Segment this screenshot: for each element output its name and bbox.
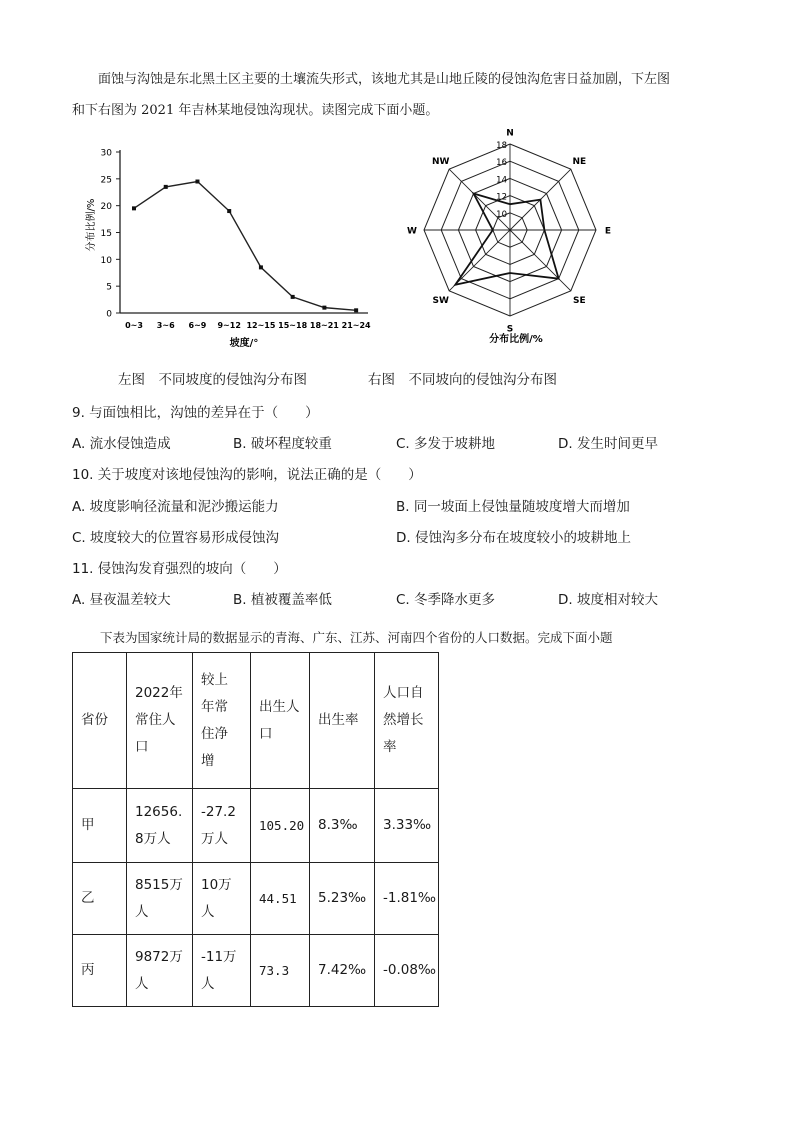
y-tick-label: 25 xyxy=(100,175,112,186)
cell-text-line: 省份 xyxy=(81,712,108,728)
table-cell xyxy=(193,935,251,1007)
cell-text-line: 7.42‰ xyxy=(318,962,367,978)
cell-text-line: 8515万 xyxy=(135,876,183,893)
table-cell xyxy=(310,789,375,863)
header-cell xyxy=(310,653,375,789)
cell-text-line: 8万人 xyxy=(135,830,171,847)
y-tick-label: 0 xyxy=(106,309,112,320)
question-11-option-d[interactable]: D. 坡度相对较大 xyxy=(558,592,658,608)
table-cell xyxy=(375,789,439,863)
table-header-row xyxy=(73,653,439,789)
header-cell xyxy=(73,653,127,789)
cell-text-line: 乙 xyxy=(81,890,95,906)
caption-left: 左图 不同坡度的侵蚀沟分布图 xyxy=(118,372,307,388)
cell-text-line: 44.51 xyxy=(259,891,297,906)
radar-direction-label: NW xyxy=(431,157,450,168)
question-10-option-a[interactable]: A. 坡度影响径流量和泥沙搬运能力 xyxy=(72,499,279,515)
cell-text-line: 率 xyxy=(383,739,397,755)
cell-text-line: 年常 xyxy=(201,698,228,715)
cell-text-line: 2022年 xyxy=(135,685,183,701)
x-tick-label: 0~3 xyxy=(125,321,143,330)
question-10-option-c[interactable]: C. 坡度较大的位置容易形成侵蚀沟 xyxy=(72,530,280,546)
cell-text-line: 万人 xyxy=(201,830,228,847)
table-cell xyxy=(193,863,251,935)
cell-text-line: -27.2 xyxy=(201,803,236,820)
x-axis-label: 坡度/° xyxy=(229,338,259,349)
cell-text-line: 住净 xyxy=(201,725,228,742)
cell-text-line: 较上 xyxy=(201,671,228,688)
radar-direction-label: N xyxy=(506,128,514,139)
y-tick-label: 30 xyxy=(100,148,112,159)
cell-text-line: 10万 xyxy=(201,876,232,893)
y-tick-label: 5 xyxy=(106,282,112,293)
table-cell xyxy=(127,789,193,863)
header-cell xyxy=(127,653,193,789)
radar-tick-label: 16 xyxy=(496,158,507,169)
y-axis-label: 分布比例/% xyxy=(86,198,97,252)
series-polygon xyxy=(455,194,558,285)
question-9-stem: 9. 与面蚀相比，沟蚀的差异在于（ ） xyxy=(72,405,319,421)
radar-axis-label: 分布比例/% xyxy=(489,334,543,345)
x-tick-label: 3~6 xyxy=(156,321,175,330)
radar-direction-label: SW xyxy=(432,295,449,306)
province-cell xyxy=(73,789,127,863)
y-tick-label: 20 xyxy=(100,202,112,213)
table-cell xyxy=(310,935,375,1007)
table-cell xyxy=(375,935,439,1007)
cell-text-line: 丙 xyxy=(81,962,95,978)
table-cell xyxy=(251,863,310,935)
table-cell xyxy=(127,935,193,1007)
data-point xyxy=(164,185,168,189)
cell-text-line: 73.3 xyxy=(259,963,290,978)
radar-direction-label: E xyxy=(604,226,612,237)
cell-text-line: 人口自 xyxy=(383,685,424,701)
table-cell xyxy=(310,863,375,935)
header-cell xyxy=(251,653,310,789)
cell-text-line: 口 xyxy=(259,725,273,742)
x-tick-label: 12~15 xyxy=(246,321,276,330)
cell-text-line: 3.33‰ xyxy=(383,817,432,833)
data-point xyxy=(259,265,263,269)
intro-paragraph xyxy=(72,64,732,126)
radar-direction-label: NE xyxy=(572,157,587,168)
cell-text-line: -0.08‰ xyxy=(383,962,437,978)
cell-text-line: 增 xyxy=(201,752,215,769)
data-point xyxy=(291,295,295,299)
y-tick-label: 15 xyxy=(100,229,112,239)
radar-direction-label: SE xyxy=(572,295,586,306)
series-line xyxy=(134,182,356,311)
question-11-stem: 11. 侵蚀沟发育强烈的坡向（ ） xyxy=(72,561,287,577)
province-cell xyxy=(73,863,127,935)
cell-text-line: 5.23‰ xyxy=(318,890,367,906)
aspect-radar-chart xyxy=(392,128,622,350)
table-cell xyxy=(193,789,251,863)
table-row xyxy=(73,789,439,863)
question-11-option-a[interactable]: A. 昼夜温差较大 xyxy=(72,592,171,608)
intro-line-2: 和下右图为 2021 年吉林某地侵蚀沟现状。读图完成下面小题。 xyxy=(72,103,439,118)
data-point xyxy=(195,180,199,184)
cell-text-line: 8.3‰ xyxy=(318,817,358,833)
y-tick-label: 10 xyxy=(100,255,112,266)
cell-text-line: 甲 xyxy=(81,817,95,833)
cell-text-line: -11万 xyxy=(201,948,237,965)
question-9-option-a[interactable]: A. 流水侵蚀造成 xyxy=(72,436,171,452)
data-point xyxy=(354,308,358,312)
question-10-option-d[interactable]: D. 侵蚀沟多分布在坡度较小的坡耕地上 xyxy=(396,530,631,546)
x-tick-label: 18~21 xyxy=(309,321,339,330)
cell-text-line: 常住人 xyxy=(135,712,176,728)
question-9-option-c[interactable]: C. 多发于坡耕地 xyxy=(396,436,496,452)
radar-direction-label: S xyxy=(506,324,514,335)
radar-tick-label: 14 xyxy=(496,175,507,186)
cell-text-line: 人 xyxy=(201,903,215,920)
question-10-stem: 10. 关于坡度对该地侵蚀沟的影响，说法正确的是（ ） xyxy=(72,467,422,483)
cell-text-line: 12656. xyxy=(135,803,183,820)
x-tick-label: 21~24 xyxy=(341,321,371,330)
cell-text-line: 人 xyxy=(135,903,149,920)
question-9-option-b[interactable]: B. 破坏程度较重 xyxy=(233,436,332,452)
question-10-option-b[interactable]: B. 同一坡面上侵蚀量随坡度增大而增加 xyxy=(396,499,630,515)
radar-tick-label: 12 xyxy=(496,192,507,203)
cell-text-line: 然增长 xyxy=(383,712,424,728)
table-row xyxy=(73,935,439,1007)
table-cell xyxy=(251,935,310,1007)
x-tick-label: 6~9 xyxy=(188,321,207,330)
province-cell xyxy=(73,935,127,1007)
x-tick-label: 9~12 xyxy=(217,321,241,330)
cell-text-line: 人 xyxy=(201,975,215,992)
cell-text-line: -1.81‰ xyxy=(383,890,437,906)
table-cell xyxy=(251,789,310,863)
cell-text-line: 出生率 xyxy=(318,712,359,728)
cell-text-line: 口 xyxy=(135,739,149,755)
cell-text-line: 9872万 xyxy=(135,948,183,965)
slope-line-chart xyxy=(78,140,378,358)
table-row xyxy=(73,863,439,935)
x-tick-label: 15~18 xyxy=(278,321,308,330)
header-cell xyxy=(193,653,251,789)
cell-text-line: 105.20 xyxy=(259,818,305,833)
data-point xyxy=(227,209,231,213)
question-9-option-d[interactable]: D. 发生时间更早 xyxy=(558,436,658,452)
header-cell xyxy=(375,653,439,789)
cell-text-line: 出生人 xyxy=(259,698,300,715)
table-cell xyxy=(127,863,193,935)
radar-tick-label: 10 xyxy=(496,209,507,220)
radar-direction-label: W xyxy=(407,226,417,237)
intro-line-1: 面蚀与沟蚀是东北黑土区主要的土壤流失形式，该地尤其是山地丘陵的侵蚀沟危害日益加剧，下左图 xyxy=(98,72,671,87)
data-point xyxy=(132,206,136,210)
table-intro: 下表为国家统计局的数据显示的青海、广东、江苏、河南四个省份的人口数据。完成下面小题 xyxy=(100,630,613,645)
question-11-option-c[interactable]: C. 冬季降水更多 xyxy=(396,592,496,608)
cell-text-line: 人 xyxy=(135,975,149,992)
caption-right: 右图 不同坡向的侵蚀沟分布图 xyxy=(368,372,557,388)
data-point xyxy=(322,306,326,310)
question-11-option-b[interactable]: B. 植被覆盖率低 xyxy=(233,592,332,608)
radar-tick-label: 18 xyxy=(496,141,507,151)
population-table xyxy=(72,652,439,1007)
table-cell xyxy=(375,863,439,935)
